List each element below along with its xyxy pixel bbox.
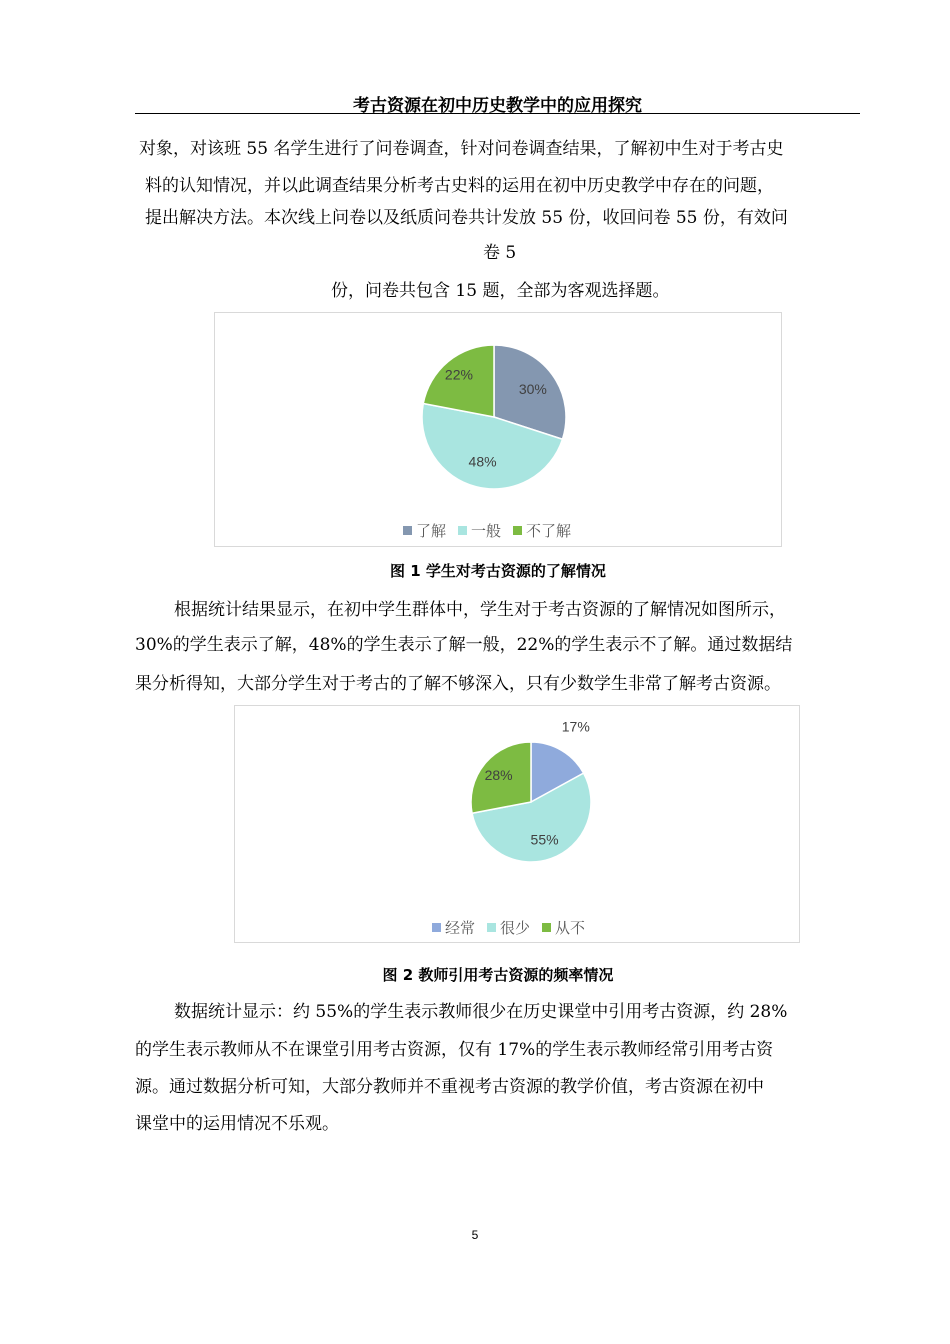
figure-1-legend-label-1: 一般 <box>471 522 502 540</box>
intro-line-1: 对象，对该班 55 名学生进行了问卷调查，针对问卷调查结果，了解初中生对于考古史 <box>139 139 784 159</box>
figure-2-legend-swatch-0 <box>432 923 441 932</box>
figure-2-legend-swatch-2 <box>542 923 551 932</box>
figure-1-chart <box>214 312 782 547</box>
figure-1-legend-swatch-0 <box>403 526 412 535</box>
pie2-data-label-0: 17% <box>561 718 590 735</box>
figure-1-legend-swatch-1 <box>458 526 467 535</box>
pie-chart-2 <box>235 706 799 942</box>
figure-1-legend-item-0 <box>403 520 446 541</box>
para1-line-2: 30%的学生表示了解，48%的学生表示了解一般，22%的学生表示不了解。通过数据结 <box>135 635 793 655</box>
pie2-data-label-2: 28% <box>484 767 513 784</box>
para2-line-2: 的学生表示教师从不在课堂引用考古资源，仅有 17%的学生表示教师经常引用考古资 <box>135 1040 774 1060</box>
figure-1-legend-swatch-2 <box>513 526 522 535</box>
pie-chart-1 <box>215 313 781 546</box>
figure-1-legend <box>403 520 571 541</box>
para2-line-3: 源。通过数据分析可知，大部分教师并不重视考古资源的教学价值，考古资源在初中 <box>135 1077 764 1097</box>
page-number: 5 <box>471 1228 479 1242</box>
figure-1-legend-label-0: 了解 <box>416 522 447 540</box>
para1-line-3: 果分析得知，大部分学生对于考古的了解不够深入，只有少数学生非常了解考古资源。 <box>135 674 781 694</box>
pie2-data-label-1: 55% <box>530 831 559 848</box>
para2-line-4: 课堂中的运用情况不乐观。 <box>135 1114 339 1134</box>
figure-2-legend-item-2 <box>542 917 585 938</box>
figure-1-legend-item-1 <box>458 520 501 541</box>
intro-line-3: 提出解决方法。本次线上问卷以及纸质问卷共计发放 55 份，收回问卷 55 份，有效问 <box>145 208 788 228</box>
figure-2-legend-item-1 <box>487 917 530 938</box>
running-header-title: 考古资源在初中历史教学中的应用探究 <box>353 96 642 116</box>
figure-2-legend-item-0 <box>432 917 475 938</box>
figure-2-legend-label-2: 从不 <box>555 919 586 937</box>
figure-2-caption: 图 2 教师引用考古资源的频率情况 <box>382 966 614 984</box>
figure-1-legend-item-2 <box>513 520 571 541</box>
figure-2-legend-label-0: 经常 <box>445 919 476 937</box>
figure-2-legend-swatch-1 <box>487 923 496 932</box>
intro-line-5: 份，问卷共包含 15 题，全部为客观选择题。 <box>331 281 670 301</box>
pie1-data-label-1: 48% <box>468 453 497 470</box>
pie1-data-label-0: 30% <box>518 380 547 397</box>
figure-2-legend <box>432 917 585 938</box>
figure-2-legend-label-1: 很少 <box>500 919 531 937</box>
figure-1-caption: 图 1 学生对考古资源的了解情况 <box>390 562 606 580</box>
figure-1-legend-label-2: 不了解 <box>526 522 572 540</box>
header-rule <box>135 113 860 114</box>
figure-2-chart <box>234 705 800 943</box>
para1-line-1: 根据统计结果显示，在初中学生群体中，学生对于考古资源的了解情况如图所示， <box>174 600 786 620</box>
intro-line-4: 卷 5 <box>483 243 517 263</box>
para2-line-1: 数据统计显示：约 55%的学生表示教师很少在历史课堂中引用考古资源，约 28% <box>174 1002 788 1022</box>
pie1-data-label-2: 22% <box>444 366 473 383</box>
intro-line-2: 料的认知情况，并以此调查结果分析考古史料的运用在初中历史教学中存在的问题， <box>145 176 774 196</box>
